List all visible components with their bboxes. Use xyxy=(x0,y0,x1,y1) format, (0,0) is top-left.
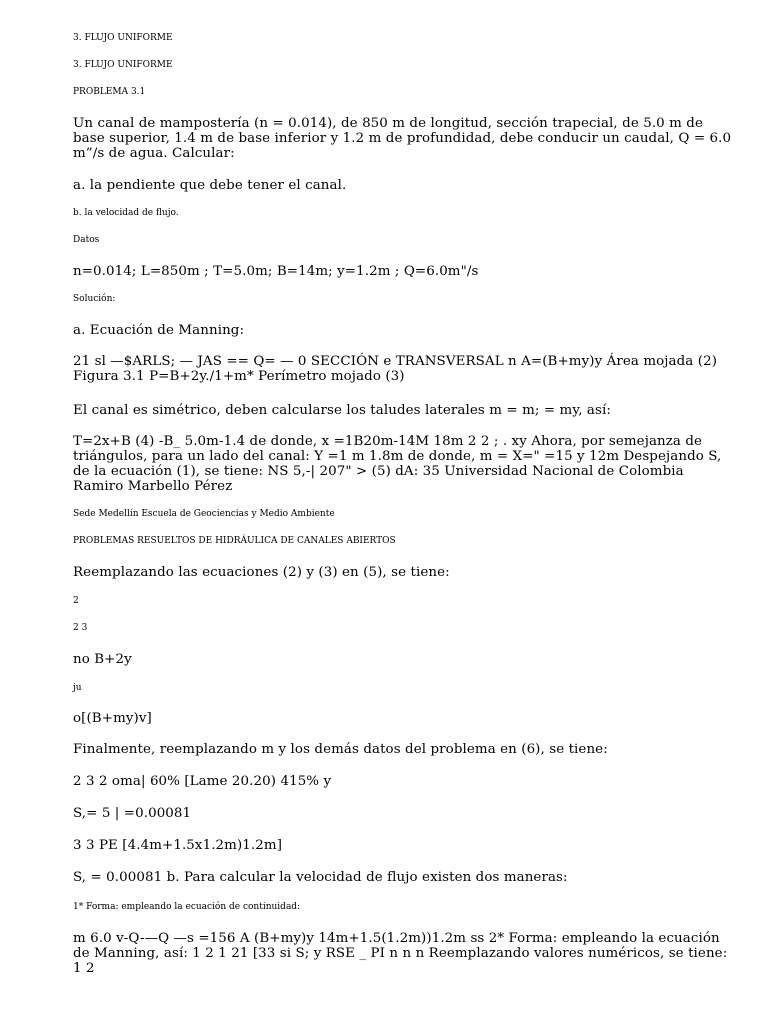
fragment-s1: S,= 5 | =0.00081 xyxy=(73,806,192,821)
final-line-3: 1 2 xyxy=(73,961,95,976)
fragment-ju: ju xyxy=(73,683,82,693)
taludes-line-4: Ramiro Marbello Pérez xyxy=(73,479,233,494)
fragment-no-b2y: no B+2y xyxy=(73,652,132,667)
fragment-oma: 2 3 2 oma| 60% [Lame 20.20) 415% y xyxy=(73,774,332,789)
fragment-s2: S, = 0.00081 b. Para calcular la velocidad de flujo existen dos maneras: xyxy=(73,870,568,885)
finalmente-text: Finalmente, reemplazando m y los demás datos del problema en (6), se tiene: xyxy=(73,742,608,757)
fragment-2: 2 xyxy=(73,596,79,606)
taludes-line-3: de la ecuación (1), se tiene: NS 5,-| 207" > (5) dA: 35 Universidad Nacional de Colombia xyxy=(73,464,684,479)
forma-1-label: 1* Forma: empleando la ecuación de continuidad: xyxy=(73,902,301,912)
datos-values: n=0.014; L=850m ; T=5.0m; B=14m; y=1.2m ; Q=6.0m"/s xyxy=(73,264,479,279)
section-heading: 3. FLUJO UNIFORME xyxy=(73,33,173,43)
sede-line: Sede Medellín Escuela de Geociencias y Medio Ambiente xyxy=(73,509,335,519)
solucion-label: Solución: xyxy=(73,294,116,304)
problem-label: PROBLEMA 3.1 xyxy=(73,87,146,97)
item-b: b. la velocidad de flujo. xyxy=(73,208,179,218)
taludes-line-1: T=2x+B (4) -B_ 5.0m-1.4 de donde, x =1B20m-14M 18m 2 2 ; . xy Ahora, por semejanza de xyxy=(73,434,703,449)
intro-line-1: Un canal de mampostería (n = 0.014), de 850 m de longitud, sección trapecial, de 5.0 m de xyxy=(73,116,704,131)
final-line-1: m 6.0 v-Q-—Q —s =156 A (B+my)y 14m+1.5(1.2m))1.2m ss 2* Forma: empleando la ecuación xyxy=(73,931,720,946)
manning-line-1: 21 sl —$ARLS; — JAS == Q= — 0 SECCIÓN e TRANSVERSAL n A=(B+my)y Área mojada (2) xyxy=(73,354,718,369)
intro-line-2: base superior, 1.4 m de base inferior y 1.2 m de profundidad, debe conducir un caudal, Q = 6.0 xyxy=(73,131,732,146)
intro-line-3: m”/s de agua. Calcular: xyxy=(73,146,235,161)
simetrico-text: El canal es simétrico, deben calcularse los taludes laterales m = m; = my, así: xyxy=(73,403,611,418)
item-a: a. la pendiente que debe tener el canal. xyxy=(73,178,347,193)
manning-heading: a. Ecuación de Manning: xyxy=(73,323,245,338)
manning-line-2: Figura 3.1 P=B+2y./1+m* Perímetro mojado (3) xyxy=(73,369,405,384)
problemas-title: PROBLEMAS RESUELTOS DE HIDRÁULICA DE CANALES ABIERTOS xyxy=(73,536,396,546)
final-line-2: de Manning, así: 1 2 1 21 [33 si S; y RSE _ PI n n n Reemplazando valores numéricos, se tiene: xyxy=(73,946,728,961)
fragment-pe: 3 3 PE [4.4m+1.5x1.2m)1.2m] xyxy=(73,838,283,853)
reemplazando-text: Reemplazando las ecuaciones (2) y (3) en (5), se tiene: xyxy=(73,565,450,580)
fragment-2-3: 2 3 xyxy=(73,623,88,633)
datos-label: Datos xyxy=(73,235,100,245)
taludes-line-2: triángulos, para un lado del canal: Y =1 m 1.8m de donde, m = X=" =15 y 12m Despejando S, xyxy=(73,449,722,464)
fragment-bmy: o[(B+my)v] xyxy=(73,711,152,726)
section-heading-repeat: 3. FLUJO UNIFORME xyxy=(73,60,173,70)
